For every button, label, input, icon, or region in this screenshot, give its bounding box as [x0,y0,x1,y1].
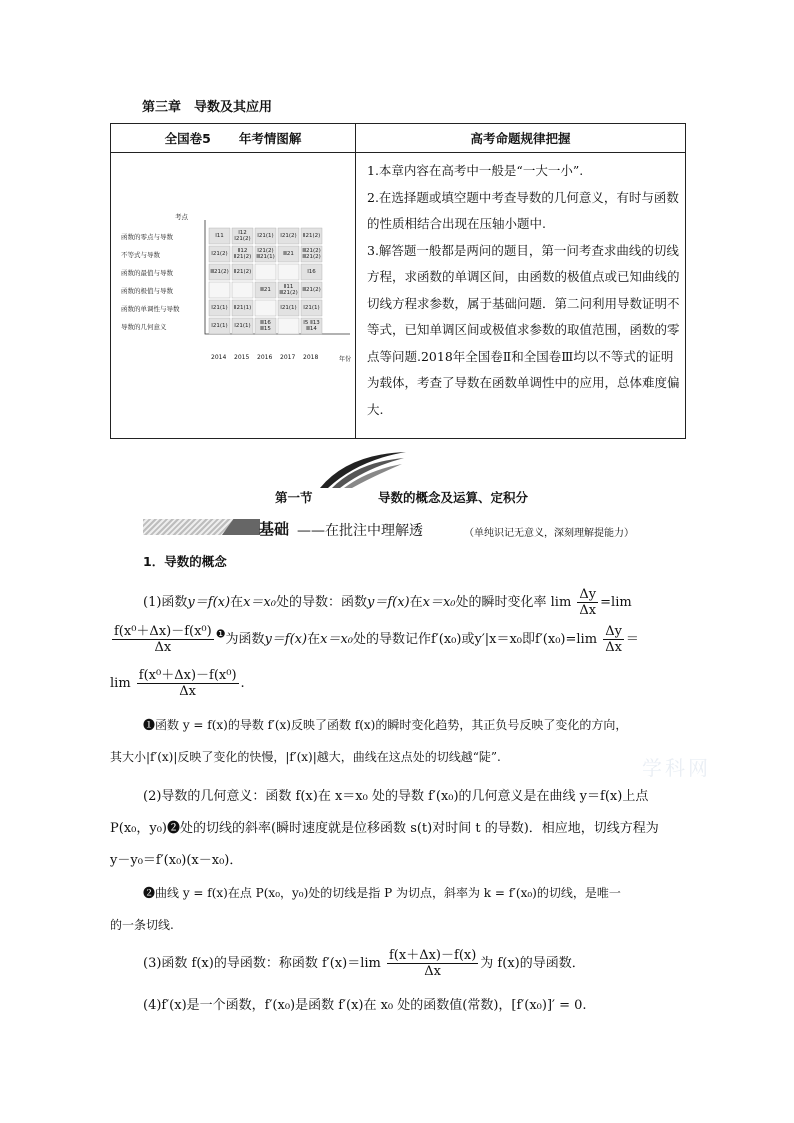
text: Δy [579,587,597,602]
text: (3)函数 f(x)的导函数：称函数 f′(x)＝lim [143,956,381,971]
paragraph-1-line-3 [110,668,245,699]
header-left-a: 全国卷5 [164,131,211,146]
heatmap-year-label: 2015 [234,354,250,361]
paragraph-2-line-1: (2)导数的几何意义：函数 f(x)在 x＝x₀ 处的导数 f′(x₀)的几何意义是在曲线 y＝f(x)上点 [143,789,649,804]
section-number: 第一节 [275,490,313,505]
text: y′|x＝x₀ [474,632,523,647]
text: y＝f(x) [264,632,308,647]
banner-note: （单纯识记无意义，深刻理解提能力） [464,528,634,539]
table-divider [355,152,356,438]
text: 在 [307,632,321,647]
text: Δx [154,640,172,655]
text: Δx [424,964,442,979]
heatmap-ylabel: 考点 [175,213,188,221]
annotation-mark: ❶ [215,627,226,641]
paragraph-3 [143,948,585,979]
text: 处的导数：函数 [275,595,367,610]
heatmap-cell: Ⅰ21(1) [211,322,228,329]
rule-item: 3.解答题一般都是两问的题目，第一问考查求曲线的切线方程，求函数的单调区间，由函数的极值点或已知曲线的切线方程求参数，属于基础问题．第二问利用导数证明不等式，已知单调区间或极值求参数的取值范围，函数的零点等问题.2018年全国卷Ⅱ和全国卷Ⅲ均以不等式的证明为载体，考查了导数在函数单调性中的应用，总体难度偏大. [367,242,680,417]
text: 处的导数记作 [352,632,431,647]
heatmap-cell: Ⅱ12 Ⅱ21(2) [233,247,252,260]
text: f′(x₀) [535,632,566,647]
heatmap-cell: Ⅰ21(1) [303,304,320,311]
watermark: 学科网 [642,756,711,780]
paragraph-2-line-3: y－y₀＝f′(x₀)(x－x₀)． [110,853,243,868]
text: 为函数 [225,632,265,647]
fraction [387,948,478,979]
heatmap-cell: Ⅰ11 [215,232,224,239]
text: 或 [461,632,475,647]
heading-derivative-concept: 1．导数的概念 [143,554,227,569]
heatmap-year-label: 2018 [303,354,319,361]
heatmap-year-label: 2014 [211,354,227,361]
heatmap-cell: Ⅰ21(1) [257,232,274,239]
heatmap-year-label: 2016 [257,354,273,361]
heatmap-cell: Ⅱ11 Ⅲ21(2) [279,283,298,296]
text: (1)函数 [143,595,188,610]
text: 即 [522,632,536,647]
fraction [112,624,214,655]
heatmap-cell: Ⅰ21(1) [234,322,251,329]
heatmap-xlabel: 年份 [339,356,352,363]
heatmap-cell: Ⅰ21(1) [211,304,228,311]
paragraph-1-line-1 [143,587,632,618]
heatmap-cell: Ⅱ21(2) [233,268,252,275]
text: =lim [565,632,598,647]
heatmap-cell-bg [255,264,276,280]
text: f(x⁰＋Δx)－f(x⁰) [138,668,237,683]
heatmap-cell-bg [278,318,299,334]
heatmap-cell: Ⅱ21(1) [233,304,252,311]
heatmap-cell: Ⅲ21(2) [210,268,229,275]
text: x＝x₀ [243,595,276,610]
text: y＝f(x) [366,595,410,610]
text: 处的瞬时变化率 lim [455,595,572,610]
text: y＝f(x) [187,595,231,610]
section-title: 导数的概念及运算、定积分 [378,490,529,505]
rule-item: 2.在选择题或填空题中考查导数的几何意义，有时与函数的性质相结合出现在压轴小题中. [367,189,679,231]
note-1: ❶函数 y = f(x)的导数 f′(x)反映了函数 f(x)的瞬时变化趋势，其正负号反映了变化的方向， [143,718,628,732]
text: Δx [579,603,597,618]
text: x＝x₀ [422,595,456,610]
heatmap-row-label: 不等式与导数 [121,251,160,259]
heatmap-cell-bg [232,282,253,298]
heatmap-cell: Ⅰ5 Ⅱ13 Ⅲ14 [303,319,320,332]
heatmap-cell: Ⅰ16 [307,268,316,275]
heatmap-cell: Ⅰ21(1) [280,304,297,311]
heatmap-row-label: 函数的零点与导数 [121,233,173,241]
text: Δx [605,640,622,655]
text: f′(x₀) [431,632,462,647]
note-1b: 其大小|f′(x)|反映了变化的快慢，|f′(x)|越大，曲线在这点处的切线越“陡”. [110,750,501,764]
note-2: ❷曲线 y = f(x)在点 P(x₀，y₀)处的切线是指 P 为切点，斜率为 k = f′(x₀)的切线，是唯一 [143,886,621,900]
text: Δy [605,624,622,639]
heatmap-cell: Ⅲ21(2) [302,286,321,293]
paragraph-1-line-2: $\frac{\text{f(x⁰＋Δx)－f(x⁰)}}{\Delta x}$ $^❶$为函数y＝f(x)在x＝x₀处的导数记作f′(x₀)或y′|x＝x₀即f′(x₀)=lim $\frac{\Delta y}{\Delta x}$ ＝ [114,624,639,655]
heatmap-cell: Ⅰ21(2) [280,232,297,239]
fraction [137,668,239,699]
exam-heatmap [121,212,355,362]
text: 在 [230,595,244,610]
banner-key: 基础 [259,520,290,538]
rules-list [367,158,682,423]
paragraph-2-line-2: P(x₀，y₀)❷处的切线的斜率(瞬时速度就是位移函数 s(t)对时间 t 的导数)．相应地，切线方程为 [110,821,659,836]
table-header-left [111,124,356,153]
heatmap-cell: Ⅰ12 Ⅰ21(2) [234,229,251,242]
heatmap-cell: Ⅰ21(2) [211,250,228,257]
heatmap-cell: Ⅱ21(2) [302,232,321,239]
banner-text: ——在批注中理解透 [297,523,423,539]
note-2b: 的一条切线. [110,918,174,932]
table-header-right: 高考命题规律把握 [356,124,685,153]
text: f(x⁰＋Δx)－f(x⁰) [114,624,212,639]
heatmap-cell: Ⅲ21 [283,250,294,257]
fraction [577,587,598,618]
heatmap-cell: Ⅲ21 [260,286,271,293]
heatmap-cell-bg [209,282,230,298]
heatmap-row-label: 函数的极值与导数 [121,287,173,295]
text: f(x＋Δx)－f(x) [389,948,477,963]
heatmap-cell: Ⅰ21(2) Ⅲ21(1) [256,247,275,260]
rule-item: 1.本章内容在高考中一般是“一大一小”. [367,163,584,178]
paragraph-4: (4)f′(x)是一个函数，f′(x₀)是函数 f′(x)在 x₀ 处的函数值(常数)，[f′(x₀)]′ = 0. [143,998,587,1013]
text: . [240,676,245,691]
chapter-title: 第三章 导数及其应用 [142,100,273,115]
fraction [603,624,624,655]
heatmap-row-label: 函数的最值与导数 [121,269,173,277]
heatmap-row-label: 导数的几何意义 [121,323,167,331]
exam-analysis-table [110,123,686,439]
heatmap-row-label: 函数的单调性与导数 [121,305,180,313]
swoosh-icon [318,450,408,490]
text: lim [110,676,131,691]
heatmap-cell: Ⅲ16 Ⅲ15 [260,319,271,332]
heatmap-cell-bg [278,264,299,280]
text: Δx [179,684,197,699]
text: 在 [409,595,423,610]
text: =lim [600,595,632,610]
heatmap-cell: Ⅲ21(2) Ⅲ21(2) [302,247,321,260]
text: 为 f(x)的导函数． [480,956,585,971]
heatmap-year-label: 2017 [280,354,296,361]
heatmap-cell-bg [255,300,276,316]
header-left-b: 年考情图解 [238,131,302,146]
text: x＝x₀ [320,632,353,647]
